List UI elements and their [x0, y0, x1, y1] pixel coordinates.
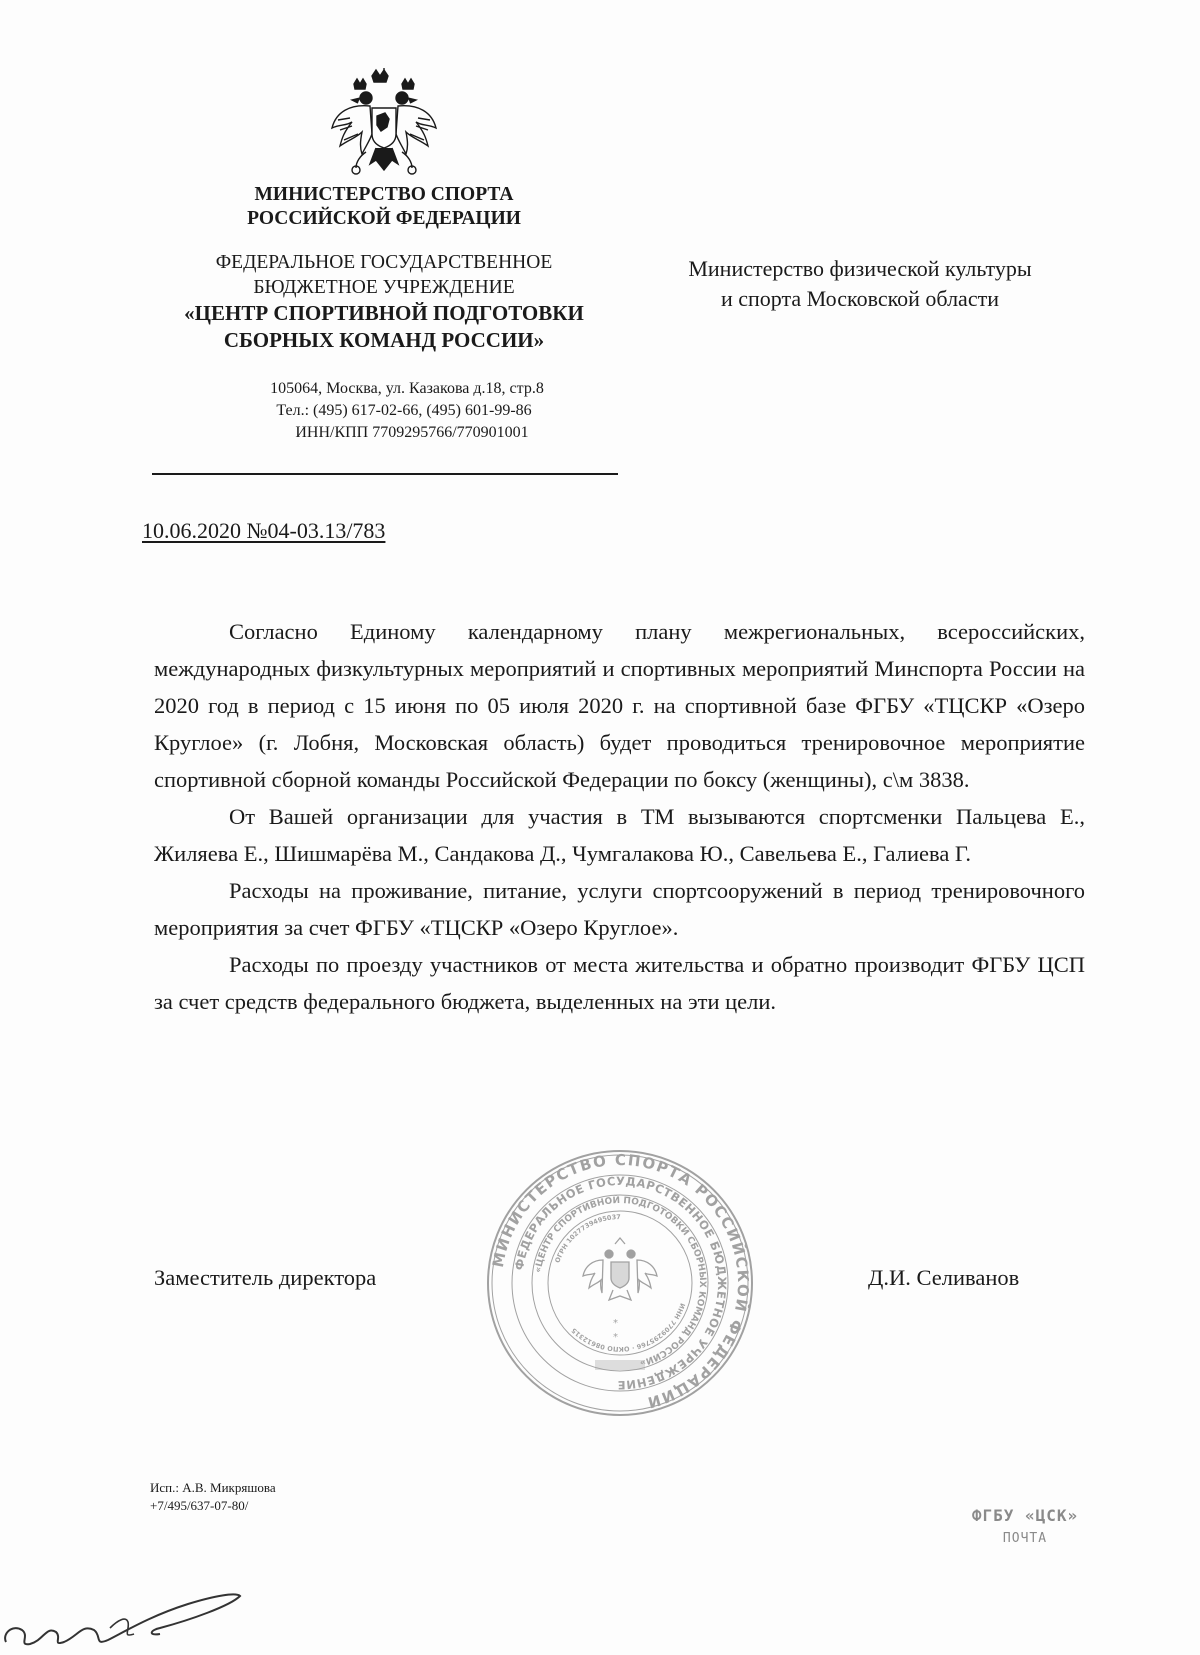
ministry-line-2: РОССИЙСКОЙ ФЕДЕРАЦИИ	[247, 208, 521, 229]
address-line: 105064, Москва, ул. Казакова д.18, стр.8	[270, 380, 544, 397]
phone-line: Тел.: (495) 617-02-66, (495) 601-99-86	[276, 402, 532, 419]
ministry-line-1: МИНИСТЕРСТВО СПОРТА	[254, 184, 514, 205]
document-reference: 10.06.2020 №04-03.13/783	[142, 518, 386, 543]
svg-text:*: *	[613, 1332, 618, 1343]
letter-body	[154, 613, 1085, 1020]
paragraph-3: Расходы на проживание, питание, услуги спортсооружений в период тренировочного мероприятия за счет ФГБУ «ТЦСКР «Озеро Круглое».	[154, 878, 1085, 940]
addressee-line-1: Министерство физической культуры	[688, 256, 1032, 281]
paragraph-1: Согласно Единому календарному плану межрегиональных, всероссийских, международных физкультурных мероприятий и спортивных мероприятий Минспорта России на 2020 год в период с 15 июня по 05 июля 2020 г. на спортивной базе ФГБУ «ТЦСКР «Озеро Круглое» (г. Лобня, Московская область) будет проводиться тренировочное мероприятие спортивной сборной команды Российской Федерации по боксу (женщины), с\м 3838.	[154, 619, 1085, 792]
seal-emblem-icon	[583, 1238, 657, 1300]
handwritten-signature	[0, 1580, 250, 1655]
header-divider	[152, 473, 618, 475]
mail-stamp-line-2: ПОЧТА	[1002, 1531, 1048, 1546]
executor-phone: +7/495/637-07-80/	[150, 1498, 249, 1513]
executor-info	[150, 1479, 276, 1515]
ministry-name	[150, 183, 618, 231]
executor-name: Исп.: А.В. Микряшова	[150, 1480, 276, 1495]
paragraph-2: От Вашей организации для участия в ТМ вызываются спортсменки Пальцева Е., Жиляева Е., Шишмарёва М., Сандакова Д., Чумгалакова Ю., Савельева Е., Галиева Г.	[154, 804, 1085, 866]
seal-inner-text: «ЦЕНТР СПОРТИВНОЙ ПОДГОТОВКИ СБОРНЫХ КОМАНД РОССИИ»	[533, 1195, 708, 1368]
official-seal	[485, 1148, 755, 1418]
mail-stamp-line-1: ФГБУ «ЦСК»	[971, 1506, 1079, 1525]
paragraph-4: Расходы по проезду участников от места жительства и обратно производит ФГБУ ЦСП за счет средств федерального бюджета, выделенных на эти цели.	[154, 952, 1085, 1014]
addressee-line-2: и спорта Московской области	[721, 286, 999, 311]
inn-line: ИНН/КПП 7709295766/770901001	[295, 424, 529, 441]
signatory-name: Д.И. Селиванов	[868, 1265, 1020, 1290]
coat-of-arms-icon	[330, 68, 438, 180]
svg-text:*: *	[613, 1318, 618, 1329]
institution-name-2: СБОРНЫХ КОМАНД РОССИИ»	[223, 328, 545, 352]
seal-ogrn-text: ОГРН 1027739495037	[553, 1212, 621, 1264]
institution-line-2: БЮДЖЕТНОЕ УЧРЕЖДЕНИЕ	[253, 277, 515, 298]
mail-stamp	[950, 1506, 1100, 1546]
signatory-title: Заместитель директора	[154, 1265, 377, 1290]
seal-inn-text: ИНН 7709295766 · ОКПО 08612315	[569, 1302, 687, 1354]
contact-details	[150, 378, 618, 444]
seal-middle-text: ФЕДЕРАЛЬНОЕ ГОСУДАРСТВЕННОЕ БЮДЖЕТНОЕ УЧРЕЖДЕНИЕ	[511, 1173, 730, 1393]
seal-outer-text: МИНИСТЕРСТВО СПОРТА РОССИЙСКОЙ ФЕДЕРАЦИИ	[488, 1150, 753, 1412]
institution-line-1: ФЕДЕРАЛЬНОЕ ГОСУДАРСТВЕННОЕ	[215, 252, 553, 273]
institution-block	[150, 250, 618, 354]
addressee	[620, 254, 1100, 314]
institution-name-1: «ЦЕНТР СПОРТИВНОЙ ПОДГОТОВКИ	[184, 301, 584, 325]
